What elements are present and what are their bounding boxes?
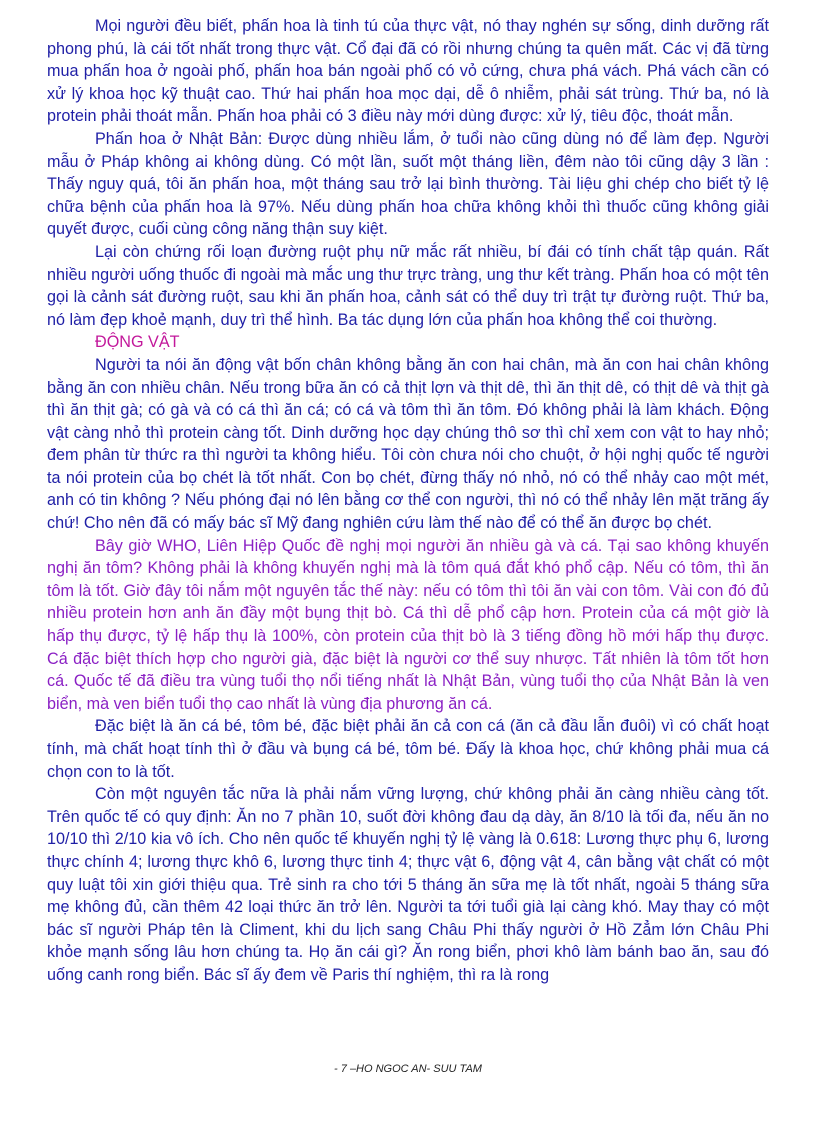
paragraph-pollen-intestine: Lại còn chứng rối loạn đường ruột phụ nữ mắc rất nhiều, bí đái có tính chất tập quán. Rất nhiều người uống thuốc đi ngoài mà mắc ung thư trực tràng, ung thư kết tràng. Phấn hoa có một tên gọi là cảnh sát đường ruột, sau khi ăn phấn hoa, cảnh sát có thể duy trì trật tự đường ruột. Thứ ba, nó làm đẹp khoẻ mạnh, duy trì thể hình. Ba tác dụng lớn của phấn hoa không thể coi thường. xyxy=(47,242,769,329)
paragraph-pollen-intro: Mọi người đều biết, phấn hoa là tinh tú của thực vật, nó thay nghén sự sống, dinh dưỡng rất phong phú, là cái tốt nhất trong thực vật. Cổ đại đã có rồi nhưng chúng ta quên mất. Các vị đã từng mua phấn hoa ở ngoài phố, phấn hoa bán ngoài phố có vỏ cứng, chưa phá vách. Phá vách cần có xử lý khoa học kỹ thuật cao. Thứ hai phấn hoa mọc dại, dễ ô nhiễm, phải sát trùng. Thứ ba, nó là protein phải thoát mẫn. Phấn hoa phải có 3 điều này mới dùng được: xử lý, tiêu độc, thoát mẫn. xyxy=(47,17,769,126)
paragraph-quantity-principle: Còn một nguyên tắc nữa là phải nắm vững lượng, chứ không phải ăn càng nhiều càng tốt. Trên quốc tế có quy định: Ăn no 7 phần 10, suốt đời không đau dạ dày, ăn 8/10 là tối đa, nếu ăn no 10/10 thì 2/10 kia vô ích. Cho nên quốc tế khuyến nghị tỷ lệ vàng là 0.618: Lương thực phụ 6, lương thực chính 4; lương thực khô 6, lương thực tinh 4; thực vật 6, động vật 4, cân bằng vật chất có một quy luật tôi xin giới thiệu qua. Trẻ sinh ra cho tới 5 tháng ăn sữa mẹ là tốt nhất, ngoài 5 tháng sữa mẹ không đủ, cần thêm 42 loại thức ăn trở lên. Người ta tới tuổi già lại càng khó. May thay có một bác sĩ người Pháp tên là Climent, khi du lịch sang Châu Phi thấy người ở Hồ Zẳm lớn Châu Phi khỏe mạnh sống lâu hơn chúng ta. Họ ăn cái gì? Ăn rong biển, phơi khô làm bánh bao ăn, sau đó uống canh rong biển. Bác sĩ ấy đem về Paris thí nghiệm, thì ra là rong xyxy=(47,785,769,984)
document-body xyxy=(47,15,769,987)
paragraph-who-fish-shrimp: Bây giờ WHO, Liên Hiệp Quốc đề nghị mọi người ăn nhiều gà và cá. Tại sao không khuyến nghị ăn tôm? Không phải là không khuyến nghị mà là tôm quá đắt khó phổ cập. Nếu có tôm, thì ăn tôm là tốt. Giờ đây tôi nắm một nguyên tắc thế này: nếu có tôm thì tôi ăn vài con tôm. Vài con đó đủ nhiều protein hơn anh ăn đầy một bụng thịt bò. Cá thì dễ phổ cập hơn. Protein của cá một giờ là hấp thụ được, tỷ lệ hấp thụ là 100%, còn protein của thịt bò là 3 tiếng đồng hồ mới hấp thụ được. Cá đặc biệt thích hợp cho người già, đặc biệt là người cơ thể suy nhược. Tất nhiên là tôm tốt hơn cá. Quốc tế đã điều tra vùng tuổi thọ nổi tiếng nhất là Nhật Bản, vùng tuổi thọ của Nhật Bản là ven biển, mà ven biển tuổi thọ cao nhất là vùng địa phương ăn cá. xyxy=(47,536,769,713)
paragraph-small-fish: Đặc biệt là ăn cá bé, tôm bé, đặc biệt phải ăn cả con cá (ăn cả đầu lẫn đuôi) vì có chất hoạt tính, mà chất hoạt tính thì ở đầu và bụng cá bé, tôm bé. Đấy là khoa học, chứ không phải mua cá chọn con to là tốt. xyxy=(47,717,769,781)
paragraph-animals-legs: Người ta nói ăn động vật bốn chân không bằng ăn con hai chân, mà ăn con hai chân không bằng ăn con nhiều chân. Nếu trong bữa ăn có cả thịt lợn và thịt dê, thì ăn thịt dê, có thịt dê và thịt gà thì ăn thịt gà; có gà và có cá thì ăn cá; có cá và tôm thì ăn tôm. Đó không phải là làm khách. Động vật càng nhỏ thì protein càng tốt. Dinh dưỡng học dạy chúng thô sơ thì chỉ xem con vật to hay nhỏ; đem phân từ thức ra thì người ta không hiểu. Tôi còn chưa nói cho chuột, ở hội nghị quốc tế người ta nói protein của bọ chét là tốt nhất. Con bọ chét, đừng thấy nó nhỏ, nó có thể nhảy cao một mét, anh có tin không ? Nếu phóng đại nó lên bằng cơ thể con người, thì nó có thể nhảy lên mặt trăng ấy chứ! Cho nên đã có mấy bác sĩ Mỹ đang nghiên cứu làm thế nào để có thể ăn được bọ chét. xyxy=(47,355,769,533)
paragraph-pollen-japan: Phấn hoa ở Nhật Bản: Được dùng nhiều lắm, ở tuổi nào cũng dùng nó để làm đẹp. Người mẫu ở Pháp không ai không dùng. Có một lần, suốt một tháng liền, đêm nào tôi cũng dậy 3 lần : Thấy nguy quá, tôi ăn phấn hoa, một tháng sau trở lại bình thường. Tài liệu ghi chép cho biết tỷ lệ chữa bệnh của phấn hoa là 97%. Nếu dùng phấn hoa chữa không khỏi thì thuốc cũng không giải quyết được, cuối cùng công năng thận suy kiệt. xyxy=(47,129,769,239)
page-footer: - 7 –HO NGOC AN- SUU TAM xyxy=(334,1063,482,1075)
section-heading-animals: ĐỘNG VẬT xyxy=(95,333,180,352)
